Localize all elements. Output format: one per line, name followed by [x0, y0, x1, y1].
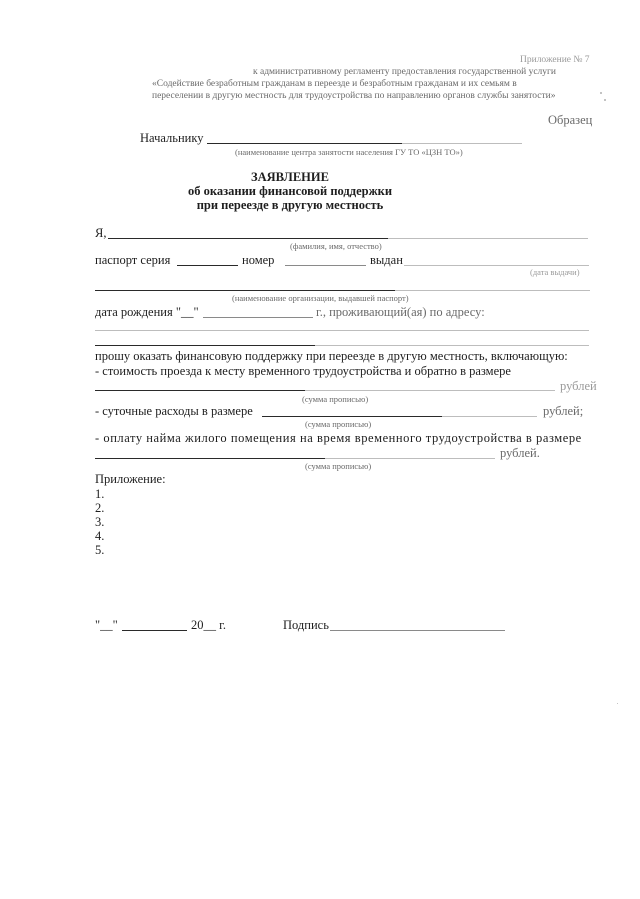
appendix-number: Приложение № 7: [520, 55, 590, 65]
signature-line: [330, 630, 505, 631]
regulation-line-3: переселении в другую местность для трудоустройства по направлению органов службы занятости»: [152, 91, 556, 101]
passport-issued-label: выдан: [370, 253, 403, 267]
addressee-caption: (наименование центра занятости населения ГУ ТО «ЦЗН ТО»): [235, 147, 463, 157]
fio-line-faded: [388, 238, 588, 239]
attachment-item: 1.: [95, 487, 105, 501]
daily-rubles: рублей;: [543, 404, 584, 418]
date-issued-caption: (дата выдачи): [530, 267, 580, 277]
issuing-org-line: [95, 290, 395, 291]
rent-words-caption: (сумма прописью): [305, 461, 372, 471]
footer-date-line: [122, 630, 187, 631]
request-text: прошу оказать финансовую поддержку при переезде в другую местность, включающую:: [95, 349, 568, 363]
passport-series-label: паспорт серия: [95, 253, 171, 267]
signature-label: Подпись: [283, 618, 329, 632]
daily-words-caption: (сумма прописью): [305, 419, 372, 429]
addressee-line-faded: [402, 143, 522, 144]
attachment-item: 3.: [95, 515, 105, 529]
address-line-2-faded: [315, 345, 589, 346]
addressee-line: [207, 143, 402, 144]
regulation-line-2: «Содействие безработным гражданам в переезде и безработным гражданам и их семьям в: [152, 79, 517, 89]
rent-text: - оплату найма жилого помещения на время временного трудоустройства в размере: [95, 431, 582, 445]
birth-date-label: дата рождения "__": [95, 305, 199, 319]
regulation-line-1: к административному регламенту предоставления государственной услуги: [253, 67, 557, 77]
attachment-item: 5.: [95, 543, 105, 557]
addressee-label: Начальнику: [140, 131, 204, 145]
address-line-1: [95, 330, 589, 331]
footer-year: 20__ г.: [191, 618, 226, 632]
residing-label: г., проживающий(ая) по адресу:: [316, 305, 485, 319]
title-line-1: ЗАЯВЛЕНИЕ: [251, 170, 329, 184]
travel-amount-line-faded: [305, 390, 555, 391]
passport-issued-line: [404, 265, 589, 266]
fio-caption: (фамилия, имя, отчество): [290, 241, 382, 251]
scan-speck: [600, 92, 602, 94]
title-line-3: при переезде в другую местность: [196, 198, 384, 212]
daily-amount-line: [262, 416, 442, 417]
daily-amount-line-faded: [442, 416, 537, 417]
rent-rubles: рублей.: [500, 446, 540, 460]
travel-cost-text: - стоимость проезда к месту временного трудоустройства и обратно в размере: [95, 364, 511, 378]
attachment-item: 2.: [95, 501, 105, 515]
travel-amount-line: [95, 390, 305, 391]
issuing-org-caption: (наименование организации, выдавшей паспорт): [232, 293, 409, 303]
title-line-2: об оказании финансовой поддержки: [187, 184, 393, 198]
footer-date-day: "__": [95, 618, 118, 632]
address-line-2: [95, 345, 315, 346]
passport-series-line: [177, 265, 238, 266]
sample-label: Образец: [548, 113, 593, 127]
passport-number-line: [285, 265, 366, 266]
issuing-org-line-faded: [395, 290, 590, 291]
travel-rubles: рублей: [560, 379, 597, 393]
birth-date-line: [203, 317, 313, 318]
rent-amount-line-faded: [325, 458, 495, 459]
attachment-item: 4.: [95, 529, 105, 543]
scan-speck: [604, 99, 606, 101]
travel-words-caption: (сумма прописью): [302, 394, 369, 404]
rent-amount-line: [95, 458, 325, 459]
scan-speck: [617, 703, 618, 704]
fio-line: [108, 238, 388, 239]
passport-number-label: номер: [242, 253, 275, 267]
attachments-label: Приложение:: [95, 472, 166, 486]
i-label: Я,: [95, 226, 107, 240]
daily-expenses-text: - суточные расходы в размере: [95, 404, 253, 418]
